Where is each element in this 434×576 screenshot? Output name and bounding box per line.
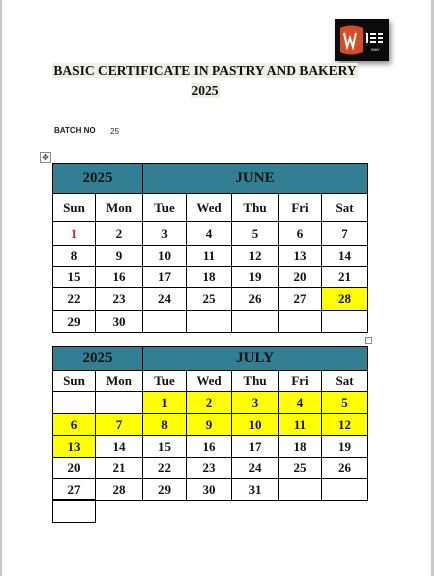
day-cell-highlighted: 12 [322, 414, 368, 436]
weekday-sun: Sun [53, 194, 96, 222]
day-cell-highlighted: 2 [187, 392, 232, 414]
day-cell: 1 [53, 222, 96, 246]
day-cell-highlighted: 3 [232, 392, 279, 414]
batch-number: 25 [110, 127, 119, 136]
batch-label: BATCH NO [54, 126, 96, 135]
table-move-handle-icon[interactable]: ✥ [40, 152, 51, 163]
day-cell: 9 [96, 246, 143, 267]
day-cell: 24 [232, 458, 279, 479]
weekday-mon: Mon [96, 371, 143, 392]
svg-text:WAY: WAY [371, 47, 380, 52]
calendar-june [52, 163, 368, 333]
document-title [40, 62, 370, 80]
calendar-year: 2025 [53, 347, 143, 371]
day-cell: 30 [96, 311, 143, 333]
day-cell-highlighted: 10 [232, 414, 279, 436]
day-cell-highlighted: 11 [279, 414, 322, 436]
page-edge-left [0, 0, 2, 576]
day-cell: 25 [187, 288, 232, 311]
day-cell-highlighted: 5 [322, 392, 368, 414]
weekday-wed: Wed [187, 371, 232, 392]
day-cell-highlighted: 1 [143, 392, 187, 414]
day-cell: 4 [187, 222, 232, 246]
day-cell: 26 [232, 288, 279, 311]
weekday-sat: Sat [322, 371, 368, 392]
day-cell-highlighted: 4 [279, 392, 322, 414]
day-cell: 3 [143, 222, 187, 246]
day-cell: 18 [279, 436, 322, 458]
weekday-thu: Thu [232, 371, 279, 392]
day-cell: 20 [279, 267, 322, 288]
day-cell: 22 [143, 458, 187, 479]
day-cell: 17 [232, 436, 279, 458]
day-cell [53, 392, 96, 414]
day-cell: 27 [279, 288, 322, 311]
empty-table-cell [52, 499, 96, 523]
day-cell: 31 [232, 479, 279, 501]
day-cell: 7 [322, 222, 368, 246]
weekday-fri: Fri [279, 194, 322, 222]
day-cell: 27 [53, 479, 96, 501]
day-cell: 26 [322, 458, 368, 479]
weekday-mon: Mon [96, 194, 143, 222]
title-line-2: 2025 [191, 83, 219, 98]
day-cell: 12 [232, 246, 279, 267]
day-cell: 18 [187, 267, 232, 288]
day-cell: 21 [96, 458, 143, 479]
day-cell: 14 [96, 436, 143, 458]
day-cell: 19 [232, 267, 279, 288]
day-cell: 16 [96, 267, 143, 288]
weekday-fri: Fri [279, 371, 322, 392]
day-cell: 22 [53, 288, 96, 311]
weekday-tue: Tue [143, 371, 187, 392]
day-cell: 17 [143, 267, 187, 288]
day-cell-highlighted: 8 [143, 414, 187, 436]
day-cell: 5 [232, 222, 279, 246]
weekday-sat: Sat [322, 194, 368, 222]
day-cell: 21 [322, 267, 368, 288]
table-resize-handle[interactable] [365, 337, 372, 344]
day-cell [279, 311, 322, 333]
document-year [40, 82, 370, 100]
wiseway-logo-icon [335, 19, 389, 61]
day-cell: 8 [53, 246, 96, 267]
day-cell: 29 [53, 311, 96, 333]
day-cell: 23 [96, 288, 143, 311]
day-cell [279, 479, 322, 501]
day-cell-highlighted: 6 [53, 414, 96, 436]
day-cell [143, 311, 187, 333]
calendar-month: JUNE [143, 164, 368, 194]
day-cell: 14 [322, 246, 368, 267]
calendar-july [52, 346, 368, 501]
day-cell: 11 [187, 246, 232, 267]
title-line-1: BASIC CERTIFICATE IN PASTRY AND BAKERY [53, 63, 357, 78]
day-cell-highlighted: 28 [322, 288, 368, 311]
day-cell: 10 [143, 246, 187, 267]
day-cell-highlighted: 9 [187, 414, 232, 436]
day-cell: 19 [322, 436, 368, 458]
day-cell: 25 [279, 458, 322, 479]
calendar-month: JULY [143, 347, 368, 371]
day-cell: 16 [187, 436, 232, 458]
day-cell [187, 311, 232, 333]
day-cell-highlighted: 13 [53, 436, 96, 458]
weekday-wed: Wed [187, 194, 232, 222]
day-cell: 23 [187, 458, 232, 479]
day-cell: 6 [279, 222, 322, 246]
weekday-sun: Sun [53, 371, 96, 392]
weekday-tue: Tue [143, 194, 187, 222]
calendar-year: 2025 [53, 164, 143, 194]
day-cell: 13 [279, 246, 322, 267]
day-cell [232, 311, 279, 333]
weekday-thu: Thu [232, 194, 279, 222]
day-cell: 29 [143, 479, 187, 501]
day-cell: 15 [53, 267, 96, 288]
day-cell-highlighted: 7 [96, 414, 143, 436]
day-cell: 30 [187, 479, 232, 501]
day-cell: 24 [143, 288, 187, 311]
day-cell: 2 [96, 222, 143, 246]
day-cell [96, 392, 143, 414]
day-cell: 20 [53, 458, 96, 479]
day-cell: 15 [143, 436, 187, 458]
day-cell: 28 [96, 479, 143, 501]
day-cell [322, 479, 368, 501]
day-cell [322, 311, 368, 333]
